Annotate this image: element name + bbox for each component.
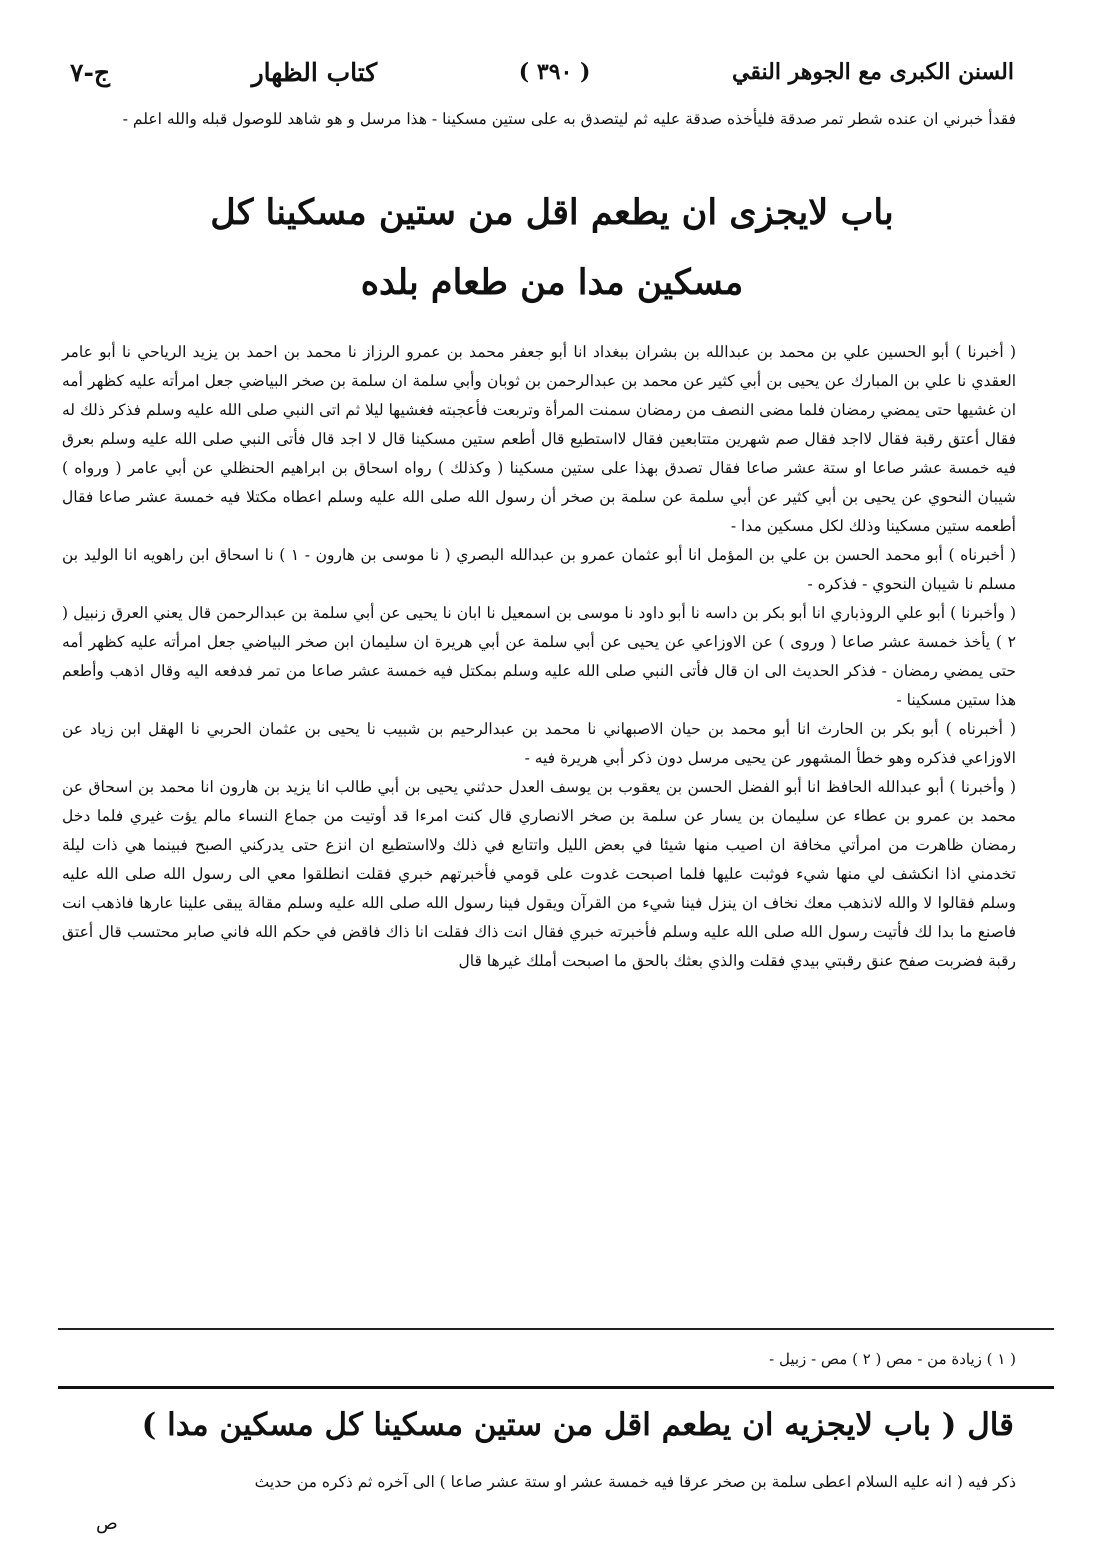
hadith-paragraph: ( أخبرناه ) أبو بكر بن الحارث انا أبو محمد بن حيان الاصبهاني نا محمد بن عبدالرحيم بن شبيب نا يحيى بن عثمان الحربي نا الهقل ابن زياد عن الاوزاعي فذكره وهو خطأ المشهور عن يحيى مرسل دون ذكر أبي هريرة فيه - [62, 720, 1016, 767]
hadith-paragraph: ( أخبرنا ) أبو الحسين علي بن محمد بن عبدالله بن بشران ببغداد انا أبو جعفر محمد بن عمرو الرزاز نا محمد بن احمد بن يزيد الرياحي نا أبو عامر العقدي نا علي بن المبارك عن يحيى بن أبي كثير عن محمد بن عبدالرحمن بن ثوبان وأبي سلمة ان سلمة بن صخر البياضي جعل امرأته عليه كظهر أمه ان غشيها حتى يمضي رمضان فلما مضى النصف من رمضان سمنت المرأة وتربعت فأعجبته فغشيها ليلا ثم اتى النبي صلى الله عليه وسلم فذكر ذلك له فقال أعتق رقبة فقال لااجد فقال صم شهرين متتابعين فقال لااستطيع قال أطعم ستين مسكينا قال لا اجد قال فأتى النبي صلى الله عليه وسلم بعرق فيه خمسة عشر صاعا او ستة عشر صاعا فقال تصدق بهذا على ستين مسكينا ( وكذلك ) رواه اسحاق بن ابراهيم الحنظلي عن أبي عامر ( ورواه ) شيبان النحوي عن يحيى بن أبي كثير عن أبي سلمة عن سلمة بن صخر أن رسول الله صلى الله عليه وسلم اعطاه مكتلا فيه خمسة عشر صاعا فقال أطعمه ستين مسكينا وذلك لكل مسكين مدا - [62, 343, 1016, 535]
commentary-divider [58, 1386, 1054, 1389]
hadith-body [62, 338, 1016, 976]
commentary-heading: قال ( باب لايجزيه ان يطعم اقل من ستين مسكينا كل مسكين مدا ) [141, 1407, 1014, 1443]
section-heading [150, 178, 954, 318]
section-heading-line2: مسكين مدا من طعام بلده [360, 262, 744, 303]
header-page-number: ( ٣٩٠ ) [518, 59, 591, 85]
hadith-paragraph: ( وأخبرنا ) أبو علي الروذباري انا أبو بكر بن داسه نا أبو داود نا موسى بن اسمعيل نا ابان نا يحيى عن أبي سلمة بن عبدالرحمن قال يعني العرق زنبيل ( ٢ ) يأخذ خمسة عشر صاعا ( وروى ) عن الاوزاعي عن يحيى عن أبي سلمة عن أبي هريرة ان سليمان ابن صخر البياضي جعل امرأته عليه كظهر أمه حتى يمضي رمضان - فذكر الحديث الى ان قال فأتى النبي صلى الله عليه وسلم بمكتل فيه خمسة عشر صاعا من تمر فدفعه اليه وقال اذهب وأطعم هذا ستين مسكينا - [62, 604, 1016, 709]
commentary-text: ذكر فيه ( انه عليه السلام اعطى سلمة بن صخر عرقا فيه خمسة عشر او ستة عشر صاعا ) الى آخره ثم ذكره من حديث [254, 1473, 1016, 1491]
intro-paragraph: فقدأ خبرني ان عنده شطر تمر صدقة فليأخذه صدقة عليه ثم ليتصدق به على ستين مسكينا - هذا مرسل و هو شاهد للوصول قبله والله اعلم - [122, 110, 1016, 128]
header-book-title: السنن الكبرى مع الجوهر النقي [732, 59, 1014, 85]
hadith-paragraph: ( وأخبرنا ) أبو عبدالله الحافظ انا أبو الفضل الحسن بن يعقوب بن يوسف العدل حدثني يحيى بن أبي طالب انا يزيد بن هارون انا محمد بن اسحاق عن محمد بن عمرو بن عطاء عن سليمان بن يسار عن سلمة بن صخر الانصاري قال كنت امرءا قد أوتيت من جماع النساء مالم يؤت غيري فلما دخل رمضان ظاهرت من امرأتي مخافة ان اصيب منها شيئا في بعض الليل واتتابع في ذلك ولااستطيع ان انزع حتى يدركني الصبح فبينما هي ذات ليلة تخدمني اذا انكشف لي منها شيء فوثبت عليها فلما اصبحت غدوت على قومي فأخبرتهم خبري فقلت انطلقوا معي الى رسول الله صلى الله عليه وسلم فقالوا لا والله لانذهب معك نخاف ان ينزل فينا شيء من القرآن ويقول فينا رسول الله صلى الله عليه وسلم مقالة يبقى علينا عارها فاذهب انت فاصنع ما بدا لك فأتيت رسول الله صلى الله عليه وسلم فأخبرته خبري فقال انت ذاك فقلت انا ذاك فاقض في حكم الله فاني صابر محتسب قال أعتق رقبة فضربت صفح عنق رقبتي بيدي فقلت والذي بعثك بالحق ما اصبحت أملك غيرها قال [62, 778, 1016, 970]
hadith-paragraph: ( أخبرناه ) أبو محمد الحسن بن علي بن المؤمل انا أبو عثمان عمرو بن عبدالله البصري ( نا موسى بن هارون - ١ ) نا اسحاق ابن راهويه انا الوليد بن مسلم نا شيبان النحوي - فذكره - [62, 546, 1016, 593]
header-chapter-title: كتاب الظهار [251, 57, 378, 87]
footnote-divider [58, 1328, 1054, 1330]
page-header [70, 52, 1014, 92]
intro-text [62, 105, 1016, 134]
bottom-mark: ص [96, 1513, 118, 1534]
section-heading-line1: باب لايجزى ان يطعم اقل من ستين مسكينا كل [210, 192, 894, 233]
footnote: ( ١ ) زيادة من - مص ( ٢ ) مص - زبيل - [769, 1350, 1016, 1368]
header-volume: ج-٧ [70, 57, 110, 87]
